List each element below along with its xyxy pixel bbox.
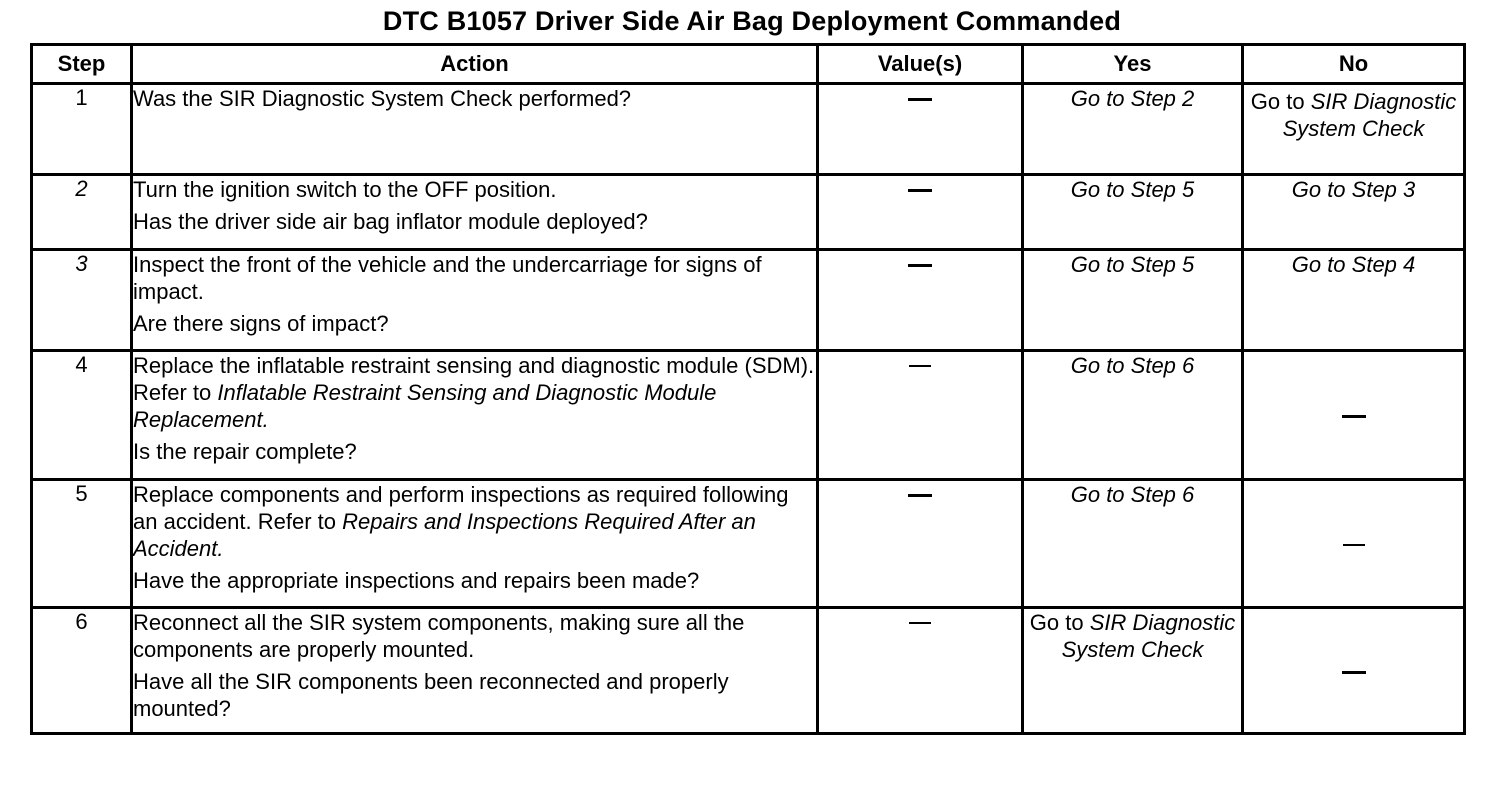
yes-prefix: Go to [1029, 610, 1084, 635]
dash-mark [909, 365, 931, 367]
action-instruction: Inspect the front of the vehicle and the undercarriage for signs of impact. [133, 252, 762, 304]
yes-link[interactable]: Go to Step 6 [1023, 351, 1243, 480]
action-cell [132, 84, 818, 175]
dash-mark [1342, 415, 1366, 418]
table-row [32, 175, 1465, 250]
no-cell [1243, 84, 1465, 175]
no-link[interactable]: Go to Step 3 [1243, 175, 1465, 250]
diagnostic-table [30, 43, 1466, 735]
no-cell [1243, 351, 1465, 480]
dash-mark [1343, 544, 1365, 546]
value-cell [818, 250, 1023, 351]
value-cell [818, 608, 1023, 734]
page-title: DTC B1057 Driver Side Air Bag Deployment Commanded [382, 6, 1122, 36]
no-link-sir-diagnostic-system-check[interactable]: SIR Diagnostic System Check [1282, 89, 1457, 141]
value-cell [818, 84, 1023, 175]
dash-mark [908, 98, 932, 101]
header-action: Action [132, 45, 818, 84]
step-number: 1 [32, 84, 132, 175]
action-text: Replace components and perform inspections as required following an accident. Refer to [133, 482, 789, 534]
no-prefix: Go to [1250, 89, 1305, 114]
action-cell [132, 480, 818, 608]
yes-link[interactable]: Go to Step 6 [1023, 480, 1243, 608]
reference-link-sdm-replacement[interactable]: Inflatable Restraint Sensing and Diagnostic Module Replacement. [133, 380, 717, 432]
action-instruction: Reconnect all the SIR system components, making sure all the components are properly mounted. [133, 610, 745, 662]
action-question: Are there signs of impact? [133, 311, 389, 336]
dash-mark [1342, 671, 1366, 674]
header-row [32, 45, 1465, 84]
dash-mark [909, 622, 931, 624]
table-row [32, 351, 1465, 480]
step-number: 2 [32, 175, 132, 250]
yes-link-sir-diagnostic-system-check[interactable]: SIR Diagnostic System Check [1061, 610, 1236, 662]
no-link[interactable]: Go to Step 4 [1243, 250, 1465, 351]
header-step: Step [32, 45, 132, 84]
yes-link[interactable]: Go to Step 5 [1023, 175, 1243, 250]
action-question: Is the repair complete? [133, 439, 357, 464]
action-cell [132, 175, 818, 250]
yes-cell [1023, 608, 1243, 734]
value-cell [818, 351, 1023, 480]
action-question: Have all the SIR components been reconnected and properly mounted? [133, 669, 729, 721]
action-question: Was the SIR Diagnostic System Check performed? [133, 86, 632, 111]
step-number: 3 [32, 250, 132, 351]
no-cell [1243, 480, 1465, 608]
action-cell [132, 608, 818, 734]
table-row [32, 608, 1465, 734]
table-row [32, 250, 1465, 351]
action-question: Have the appropriate inspections and repairs been made? [133, 568, 700, 593]
step-number: 4 [32, 351, 132, 480]
yes-link[interactable]: Go to Step 5 [1023, 250, 1243, 351]
reference-link-repairs-inspections[interactable]: Repairs and Inspections Required After an Accident. [133, 509, 756, 561]
dash-mark [908, 264, 932, 267]
value-cell [818, 480, 1023, 608]
dash-mark [908, 494, 932, 497]
header-no: No [1243, 45, 1465, 84]
action-text: Replace the inflatable restraint sensing and diagnostic module (SDM). Refer to [133, 353, 815, 405]
value-cell [818, 175, 1023, 250]
yes-link[interactable]: Go to Step 2 [1023, 84, 1243, 175]
table-row [32, 480, 1465, 608]
dash-mark [908, 189, 932, 192]
action-instruction [133, 481, 816, 562]
action-instruction [133, 352, 816, 433]
step-number: 6 [32, 608, 132, 734]
action-cell [132, 250, 818, 351]
action-cell [132, 351, 818, 480]
step-number: 5 [32, 480, 132, 608]
table-row [32, 84, 1465, 175]
no-cell [1243, 608, 1465, 734]
header-values: Value(s) [818, 45, 1023, 84]
action-question: Has the driver side air bag inflator module deployed? [133, 209, 648, 234]
action-instruction: Turn the ignition switch to the OFF position. [133, 177, 557, 202]
header-yes: Yes [1023, 45, 1243, 84]
